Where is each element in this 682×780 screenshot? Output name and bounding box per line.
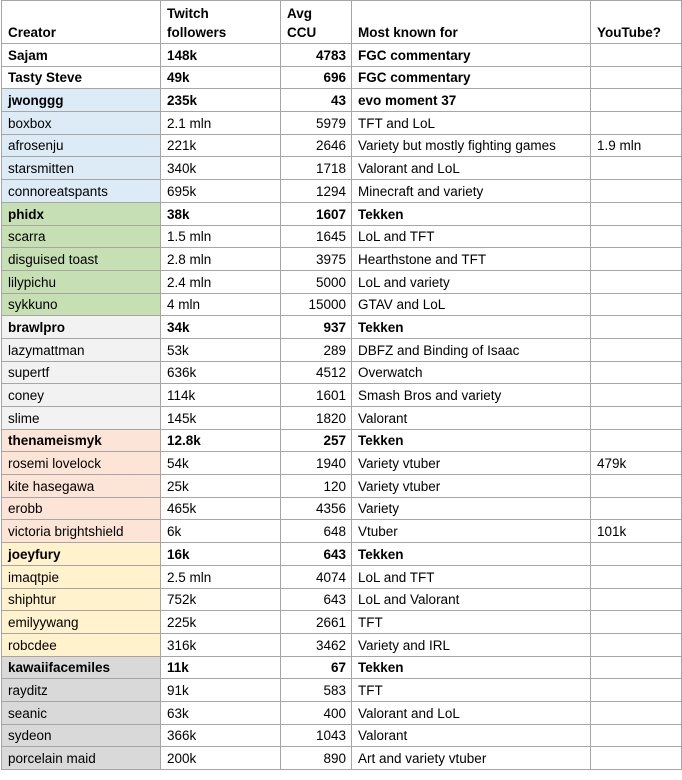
table-row bbox=[2, 338, 682, 361]
header-youtube-label: YouTube? bbox=[597, 25, 661, 40]
cell-avg-ccu[interactable]: 1645 bbox=[281, 225, 352, 248]
cell-youtube[interactable] bbox=[591, 497, 682, 520]
cell-creator[interactable]: starsmitten bbox=[2, 157, 161, 180]
cell-youtube[interactable] bbox=[591, 565, 682, 588]
cell-youtube[interactable] bbox=[591, 588, 682, 611]
cell-known-for[interactable]: GTAV and LoL bbox=[352, 293, 591, 316]
cell-known-for[interactable]: Tekken bbox=[352, 656, 591, 679]
table-row bbox=[2, 157, 682, 180]
cell-known-for[interactable]: Valorant and LoL bbox=[352, 701, 591, 724]
cell-creator[interactable]: phidx bbox=[2, 202, 161, 225]
cell-youtube[interactable] bbox=[591, 361, 682, 384]
header-twitch-line1: Twitch bbox=[167, 6, 209, 21]
cell-known-for[interactable]: LoL and variety bbox=[352, 270, 591, 293]
table-body bbox=[2, 44, 682, 770]
cell-youtube[interactable]: 1.9 mln bbox=[591, 134, 682, 157]
table-row bbox=[2, 407, 682, 430]
cell-creator[interactable]: connoreatspants bbox=[2, 180, 161, 203]
cell-known-for[interactable]: FGC commentary bbox=[352, 44, 591, 67]
cell-creator[interactable]: afrosenju bbox=[2, 134, 161, 157]
table-row bbox=[2, 429, 682, 452]
cell-creator[interactable]: supertf bbox=[2, 361, 161, 384]
cell-followers[interactable]: 6k bbox=[161, 520, 281, 543]
table-row bbox=[2, 44, 682, 67]
cell-known-for[interactable]: Overwatch bbox=[352, 361, 591, 384]
table-row bbox=[2, 134, 682, 157]
cell-creator[interactable]: scarra bbox=[2, 225, 161, 248]
cell-followers[interactable]: 4 mln bbox=[161, 293, 281, 316]
cell-avg-ccu[interactable]: 696 bbox=[281, 66, 352, 89]
cell-followers[interactable]: 340k bbox=[161, 157, 281, 180]
cell-creator[interactable]: porcelain maid bbox=[2, 747, 161, 770]
table-row bbox=[2, 701, 682, 724]
cell-youtube[interactable] bbox=[591, 44, 682, 67]
cell-known-for[interactable]: Tekken bbox=[352, 543, 591, 566]
cell-avg-ccu[interactable]: 67 bbox=[281, 656, 352, 679]
cell-creator[interactable]: erobb bbox=[2, 497, 161, 520]
header-row bbox=[2, 1, 682, 44]
cell-followers[interactable]: 16k bbox=[161, 543, 281, 566]
cell-known-for[interactable]: TFT and LoL bbox=[352, 112, 591, 135]
cell-creator[interactable]: coney bbox=[2, 384, 161, 407]
cell-youtube[interactable] bbox=[591, 66, 682, 89]
cell-youtube[interactable] bbox=[591, 384, 682, 407]
cell-youtube[interactable] bbox=[591, 202, 682, 225]
table-row bbox=[2, 656, 682, 679]
cell-known-for[interactable]: Valorant bbox=[352, 724, 591, 747]
header-ccu-line1: Avg bbox=[287, 6, 313, 21]
cell-known-for[interactable]: Vtuber bbox=[352, 520, 591, 543]
table-row bbox=[2, 747, 682, 770]
cell-creator[interactable]: lilypichu bbox=[2, 270, 161, 293]
cell-known-for[interactable]: LoL and TFT bbox=[352, 225, 591, 248]
cell-followers[interactable]: 145k bbox=[161, 407, 281, 430]
cell-creator[interactable]: thenameismyk bbox=[2, 429, 161, 452]
table-row bbox=[2, 316, 682, 339]
cell-avg-ccu[interactable]: 4783 bbox=[281, 44, 352, 67]
table-row bbox=[2, 633, 682, 656]
cell-creator[interactable]: victoria brightshield bbox=[2, 520, 161, 543]
cell-avg-ccu[interactable]: 643 bbox=[281, 543, 352, 566]
cell-avg-ccu[interactable]: 1607 bbox=[281, 202, 352, 225]
cell-youtube[interactable] bbox=[591, 316, 682, 339]
cell-avg-ccu[interactable]: 1940 bbox=[281, 452, 352, 475]
cell-avg-ccu[interactable]: 4074 bbox=[281, 565, 352, 588]
table-row bbox=[2, 66, 682, 89]
cell-youtube[interactable] bbox=[591, 701, 682, 724]
table-row bbox=[2, 611, 682, 634]
cell-known-for[interactable]: Valorant and LoL bbox=[352, 157, 591, 180]
cell-youtube[interactable] bbox=[591, 157, 682, 180]
cell-avg-ccu[interactable]: 1043 bbox=[281, 724, 352, 747]
cell-known-for[interactable]: LoL and Valorant bbox=[352, 588, 591, 611]
cell-avg-ccu[interactable]: 643 bbox=[281, 588, 352, 611]
cell-followers[interactable]: 225k bbox=[161, 611, 281, 634]
cell-known-for[interactable]: Variety vtuber bbox=[352, 452, 591, 475]
table-row bbox=[2, 543, 682, 566]
cell-creator[interactable]: rayditz bbox=[2, 679, 161, 702]
cell-avg-ccu[interactable]: 5979 bbox=[281, 112, 352, 135]
cell-followers[interactable]: 2.1 mln bbox=[161, 112, 281, 135]
cell-creator[interactable]: sydeon bbox=[2, 724, 161, 747]
cell-known-for[interactable]: Smash Bros and variety bbox=[352, 384, 591, 407]
cell-known-for[interactable]: DBFZ and Binding of Isaac bbox=[352, 338, 591, 361]
cell-creator[interactable]: boxbox bbox=[2, 112, 161, 135]
cell-avg-ccu[interactable]: 4512 bbox=[281, 361, 352, 384]
cell-avg-ccu[interactable]: 1718 bbox=[281, 157, 352, 180]
header-youtube[interactable] bbox=[591, 1, 682, 44]
cell-avg-ccu[interactable]: 43 bbox=[281, 89, 352, 112]
cell-avg-ccu[interactable]: 2646 bbox=[281, 134, 352, 157]
creators-table bbox=[1, 0, 682, 770]
cell-creator[interactable]: rosemi lovelock bbox=[2, 452, 161, 475]
cell-known-for[interactable]: Valorant bbox=[352, 407, 591, 430]
cell-youtube[interactable]: 101k bbox=[591, 520, 682, 543]
header-known-for-label: Most known for bbox=[358, 25, 458, 40]
cell-creator[interactable]: emilyywang bbox=[2, 611, 161, 634]
cell-youtube[interactable] bbox=[591, 248, 682, 271]
header-most-known-for[interactable] bbox=[352, 1, 591, 44]
table-row bbox=[2, 475, 682, 498]
cell-followers[interactable]: 1.5 mln bbox=[161, 225, 281, 248]
header-ccu-line2: CCU bbox=[287, 25, 317, 40]
cell-youtube[interactable] bbox=[591, 475, 682, 498]
cell-creator[interactable]: lazymattman bbox=[2, 338, 161, 361]
cell-youtube[interactable] bbox=[591, 112, 682, 135]
table-row bbox=[2, 112, 682, 135]
table-row bbox=[2, 293, 682, 316]
cell-avg-ccu[interactable]: 15000 bbox=[281, 293, 352, 316]
cell-creator[interactable]: jwonggg bbox=[2, 89, 161, 112]
cell-avg-ccu[interactable]: 120 bbox=[281, 475, 352, 498]
cell-avg-ccu[interactable]: 1820 bbox=[281, 407, 352, 430]
table-row bbox=[2, 89, 682, 112]
cell-followers[interactable]: 366k bbox=[161, 724, 281, 747]
cell-known-for[interactable]: Tekken bbox=[352, 316, 591, 339]
cell-youtube[interactable]: 479k bbox=[591, 452, 682, 475]
cell-followers[interactable]: 63k bbox=[161, 701, 281, 724]
cell-youtube[interactable] bbox=[591, 611, 682, 634]
cell-youtube[interactable] bbox=[591, 633, 682, 656]
cell-avg-ccu[interactable]: 5000 bbox=[281, 270, 352, 293]
cell-known-for[interactable]: Variety and IRL bbox=[352, 633, 591, 656]
cell-avg-ccu[interactable]: 1601 bbox=[281, 384, 352, 407]
cell-youtube[interactable] bbox=[591, 543, 682, 566]
cell-youtube[interactable] bbox=[591, 407, 682, 430]
cell-known-for[interactable]: Art and variety vtuber bbox=[352, 747, 591, 770]
cell-followers[interactable]: 148k bbox=[161, 44, 281, 67]
cell-known-for[interactable]: Variety but mostly fighting games bbox=[352, 134, 591, 157]
cell-youtube[interactable] bbox=[591, 89, 682, 112]
cell-followers[interactable]: 11k bbox=[161, 656, 281, 679]
cell-followers[interactable]: 695k bbox=[161, 180, 281, 203]
cell-followers[interactable]: 49k bbox=[161, 66, 281, 89]
table-row bbox=[2, 225, 682, 248]
cell-known-for[interactable]: FGC commentary bbox=[352, 66, 591, 89]
header-twitch-line2: followers bbox=[167, 25, 227, 40]
cell-followers[interactable]: 200k bbox=[161, 747, 281, 770]
cell-followers[interactable]: 34k bbox=[161, 316, 281, 339]
cell-known-for[interactable]: TFT bbox=[352, 611, 591, 634]
table-row bbox=[2, 679, 682, 702]
table-row bbox=[2, 384, 682, 407]
cell-known-for[interactable]: Variety bbox=[352, 497, 591, 520]
cell-avg-ccu[interactable]: 1294 bbox=[281, 180, 352, 203]
cell-creator[interactable]: brawlpro bbox=[2, 316, 161, 339]
cell-creator[interactable]: sykkuno bbox=[2, 293, 161, 316]
cell-followers[interactable]: 2.8 mln bbox=[161, 248, 281, 271]
cell-creator[interactable]: Sajam bbox=[2, 44, 161, 67]
cell-avg-ccu[interactable]: 4356 bbox=[281, 497, 352, 520]
cell-creator[interactable]: Tasty Steve bbox=[2, 66, 161, 89]
table-row bbox=[2, 202, 682, 225]
header-creator-label: Creator bbox=[8, 25, 57, 40]
cell-youtube[interactable] bbox=[591, 270, 682, 293]
cell-followers[interactable]: 752k bbox=[161, 588, 281, 611]
cell-followers[interactable]: 2.5 mln bbox=[161, 565, 281, 588]
table-row bbox=[2, 452, 682, 475]
cell-creator[interactable]: kite hasegawa bbox=[2, 475, 161, 498]
cell-avg-ccu[interactable]: 3975 bbox=[281, 248, 352, 271]
table-row bbox=[2, 520, 682, 543]
cell-youtube[interactable] bbox=[591, 679, 682, 702]
cell-creator[interactable]: imaqtpie bbox=[2, 565, 161, 588]
cell-known-for[interactable]: Hearthstone and TFT bbox=[352, 248, 591, 271]
table-row bbox=[2, 270, 682, 293]
header-twitch-followers[interactable] bbox=[161, 1, 281, 44]
table-row bbox=[2, 497, 682, 520]
cell-avg-ccu[interactable]: 289 bbox=[281, 338, 352, 361]
cell-followers[interactable]: 114k bbox=[161, 384, 281, 407]
cell-avg-ccu[interactable]: 890 bbox=[281, 747, 352, 770]
cell-followers[interactable]: 221k bbox=[161, 134, 281, 157]
cell-followers[interactable]: 53k bbox=[161, 338, 281, 361]
cell-followers[interactable]: 2.4 mln bbox=[161, 270, 281, 293]
cell-youtube[interactable] bbox=[591, 180, 682, 203]
cell-followers[interactable]: 12.8k bbox=[161, 429, 281, 452]
cell-avg-ccu[interactable]: 648 bbox=[281, 520, 352, 543]
cell-known-for[interactable]: LoL and TFT bbox=[352, 565, 591, 588]
cell-followers[interactable]: 636k bbox=[161, 361, 281, 384]
cell-avg-ccu[interactable]: 2661 bbox=[281, 611, 352, 634]
cell-creator[interactable]: slime bbox=[2, 407, 161, 430]
cell-creator[interactable]: joeyfury bbox=[2, 543, 161, 566]
cell-followers[interactable]: 25k bbox=[161, 475, 281, 498]
cell-avg-ccu[interactable]: 400 bbox=[281, 701, 352, 724]
cell-followers[interactable]: 38k bbox=[161, 202, 281, 225]
cell-creator[interactable]: disguised toast bbox=[2, 248, 161, 271]
cell-youtube[interactable] bbox=[591, 747, 682, 770]
cell-avg-ccu[interactable]: 583 bbox=[281, 679, 352, 702]
table-row bbox=[2, 361, 682, 384]
cell-youtube[interactable] bbox=[591, 429, 682, 452]
cell-followers[interactable]: 91k bbox=[161, 679, 281, 702]
cell-avg-ccu[interactable]: 3462 bbox=[281, 633, 352, 656]
cell-known-for[interactable]: Minecraft and variety bbox=[352, 180, 591, 203]
cell-youtube[interactable] bbox=[591, 656, 682, 679]
cell-followers[interactable]: 235k bbox=[161, 89, 281, 112]
cell-followers[interactable]: 54k bbox=[161, 452, 281, 475]
cell-creator[interactable]: robcdee bbox=[2, 633, 161, 656]
cell-avg-ccu[interactable]: 257 bbox=[281, 429, 352, 452]
cell-youtube[interactable] bbox=[591, 724, 682, 747]
cell-creator[interactable]: shiphtur bbox=[2, 588, 161, 611]
cell-known-for[interactable]: evo moment 37 bbox=[352, 89, 591, 112]
cell-known-for[interactable]: TFT bbox=[352, 679, 591, 702]
cell-creator[interactable]: seanic bbox=[2, 701, 161, 724]
cell-youtube[interactable] bbox=[591, 293, 682, 316]
cell-creator[interactable]: kawaiifacemiles bbox=[2, 656, 161, 679]
table-row bbox=[2, 565, 682, 588]
cell-known-for[interactable]: Variety vtuber bbox=[352, 475, 591, 498]
table-row bbox=[2, 180, 682, 203]
cell-youtube[interactable] bbox=[591, 225, 682, 248]
cell-known-for[interactable]: Tekken bbox=[352, 429, 591, 452]
cell-followers[interactable]: 465k bbox=[161, 497, 281, 520]
table-row bbox=[2, 724, 682, 747]
table-row bbox=[2, 248, 682, 271]
cell-followers[interactable]: 316k bbox=[161, 633, 281, 656]
cell-known-for[interactable]: Tekken bbox=[352, 202, 591, 225]
cell-youtube[interactable] bbox=[591, 338, 682, 361]
table-row bbox=[2, 588, 682, 611]
header-avg-ccu[interactable] bbox=[281, 1, 352, 44]
cell-avg-ccu[interactable]: 937 bbox=[281, 316, 352, 339]
header-creator[interactable] bbox=[2, 1, 161, 44]
